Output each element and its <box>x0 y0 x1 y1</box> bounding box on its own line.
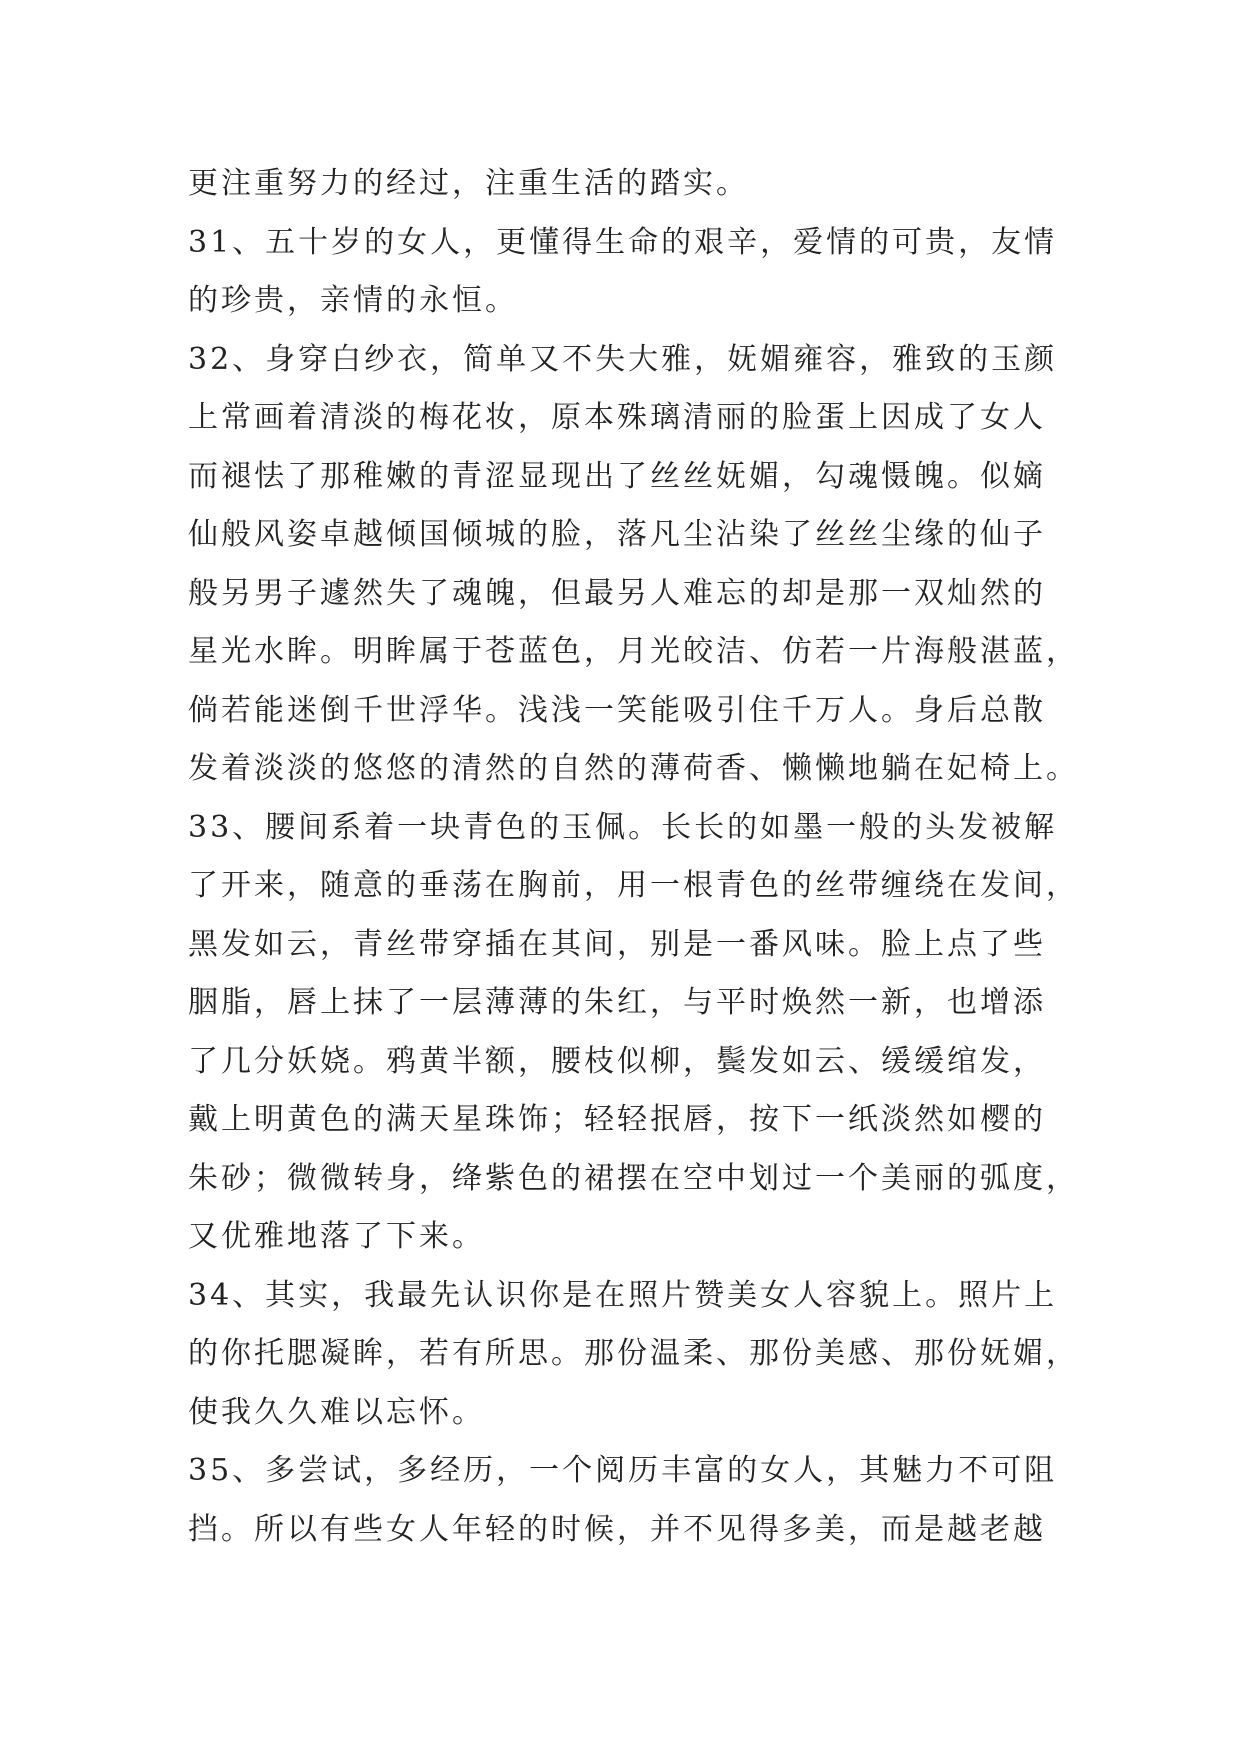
text-line-11: 发着淡淡的悠悠的清然的自然的薄荷香、懒懒地躺在妃椅上。 <box>188 751 1079 786</box>
text-line-9: 星光水眸。明眸属于苍蓝色，月光皎洁、仿若一片海般湛蓝， <box>188 634 1079 669</box>
text-line-14: 黑发如云，青丝带穿插在其间，别是一番风味。脸上点了些 <box>188 926 1046 962</box>
document-text <box>188 155 1079 1559</box>
text-line-8: 般另男子遽然失了魂魄，但最另人难忘的却是那一双灿然的 <box>188 575 1046 611</box>
text-line-18: 朱砂；微微转身，绛紫色的裙摆在空中划过一个美丽的弧度， <box>188 1160 1079 1196</box>
text-line-21: 的你托腮凝眸，若有所思。那份温柔、那份美感、那份妩媚， <box>188 1336 1079 1371</box>
text-line-20: 34、其实，我最先认识你是在照片赞美女人容貌上。照片上 <box>188 1277 1058 1313</box>
text-line-5: 上常画着清淡的梅花妆，原本殊璃清丽的脸蛋上因成了女人 <box>188 400 1046 435</box>
text-line-13: 了开来，随意的垂荡在胸前，用一根青色的丝带缠绕在发间， <box>188 868 1079 903</box>
text-line-7: 仙般风姿卓越倾国倾城的脸，落凡尘沾染了丝丝尘缘的仙子 <box>188 517 1046 552</box>
text-line-23: 35、多尝试，多经历，一个阅历丰富的女人，其魅力不可阻 <box>188 1453 1058 1488</box>
text-line-12: 33、腰间系着一块青色的玉佩。长长的如墨一般的头发被解 <box>188 809 1058 845</box>
text-line-3: 的珍贵，亲情的永恒。 <box>188 283 518 318</box>
text-line-6: 而褪怯了那稚嫩的青涩显现出了丝丝妩媚，勾魂慑魄。似嫡 <box>188 458 1046 494</box>
text-line-10: 倘若能迷倒千世浮华。浅浅一笑能吸引住千万人。身后总散 <box>188 692 1046 728</box>
text-line-4: 32、身穿白纱衣，简单又不失大雅，妩媚雍容，雅致的玉颜 <box>188 341 1058 377</box>
text-line-1: 更注重努力的经过，注重生活的踏实。 <box>188 166 749 201</box>
text-line-22: 使我久久难以忘怀。 <box>188 1394 485 1430</box>
text-line-16: 了几分妖娆。鸦黄半额，腰枝似柳，鬓发如云、缓缓绾发， <box>188 1043 1046 1079</box>
text-line-24: 挡。所以有些女人年轻的时候，并不见得多美，而是越老越 <box>188 1511 1046 1547</box>
text-line-15: 胭脂，唇上抹了一层薄薄的朱红，与平时焕然一新，也增添 <box>188 985 1046 1020</box>
text-line-2: 31、五十岁的女人，更懂得生命的艰辛，爱情的可贵，友情 <box>188 224 1058 260</box>
text-line-17: 戴上明黄色的满天星珠饰；轻轻抿唇，按下一纸淡然如樱的 <box>188 1102 1046 1137</box>
text-line-19: 又优雅地落了下来。 <box>188 1219 485 1254</box>
